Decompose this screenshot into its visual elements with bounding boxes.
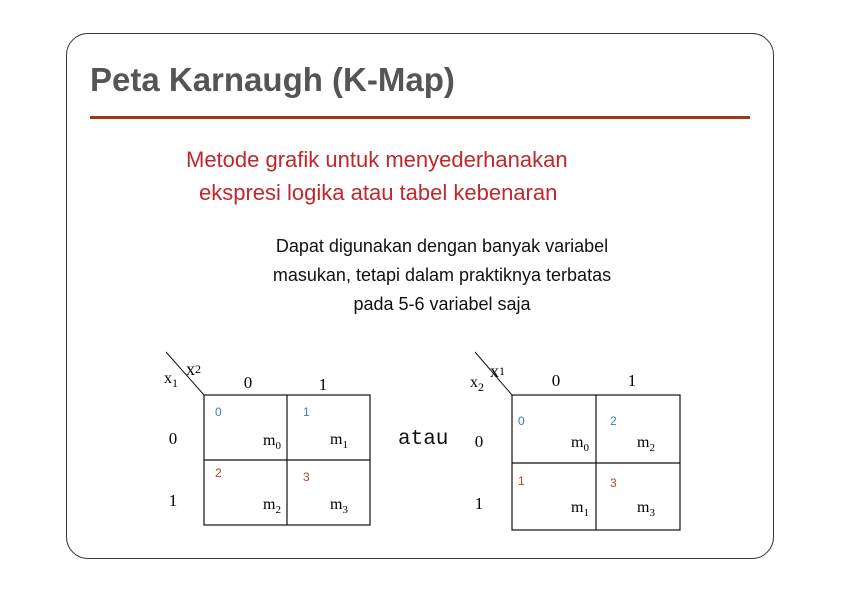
body-line-1: Dapat digunakan dengan banyak variabel xyxy=(275,236,609,256)
kmap-left-col-header-1: 1 xyxy=(318,375,328,394)
kmap-left-cell-term-0: $m_0$ xyxy=(263,432,281,452)
kmap-right-cell-index-0: 0 xyxy=(518,414,525,428)
kmap-right-cell-index-3: 3 xyxy=(610,476,617,490)
separator-atau: atau xyxy=(398,428,449,451)
kmap-right-cell-term-3: $m_3$ xyxy=(637,499,655,519)
kmap-right-row-header-0: 0 xyxy=(474,432,484,451)
kmap-left-cell-term-1: $m_1$ xyxy=(330,431,348,451)
subtitle-line-1: Metode grafik untuk menyederhanakan xyxy=(186,147,568,172)
kmap-right-row-header-1: 1 xyxy=(474,494,484,513)
kmap-left-col-header-0: 0 xyxy=(243,373,253,392)
kmap-right-col-header-1: 1 xyxy=(627,371,637,390)
kmap-left-col-var: x2 xyxy=(186,359,201,379)
body-line-3: pada 5-6 variabel saja xyxy=(353,294,531,314)
slide-title: Peta Karnaugh (K-Map) xyxy=(90,61,455,98)
kmap-right-col-var: x1 xyxy=(490,361,505,381)
kmap-left-row-var: $x_1$ xyxy=(164,370,178,390)
kmap-left-cell-index-0: 0 xyxy=(215,405,222,419)
kmap-left-cell-index-2: 2 xyxy=(215,466,222,480)
kmap-right-cell-index-1: 1 xyxy=(518,474,525,488)
kmap-right-cell-term-0: $m_0$ xyxy=(571,434,589,454)
kmap-right xyxy=(470,352,680,530)
kmap-left-cell-index-1: 1 xyxy=(303,405,310,419)
kmap-left-cell-term-3: $m_3$ xyxy=(330,496,348,516)
kmap-left-row-header-0: 0 xyxy=(168,429,178,448)
kmap-right-col-header-0: 0 xyxy=(551,371,561,390)
kmap-left-cell-term-2: $m_2$ xyxy=(263,496,281,516)
body-line-2: masukan, tetapi dalam praktiknya terbatas xyxy=(272,265,612,285)
kmap-left-row-header-1: 1 xyxy=(168,491,178,510)
kmap-right-cell-index-2: 2 xyxy=(610,414,617,428)
kmap-right-cell-term-2: $m_2$ xyxy=(637,434,655,454)
subtitle-line-2: ekspresi logika atau tabel kebenaran xyxy=(199,180,558,205)
kmap-left xyxy=(164,352,370,525)
kmap-right-cell-term-1: $m_1$ xyxy=(571,499,589,519)
kmap-right-row-var: $x_2$ xyxy=(470,374,484,394)
kmap-left-cell-index-3: 3 xyxy=(303,470,310,484)
